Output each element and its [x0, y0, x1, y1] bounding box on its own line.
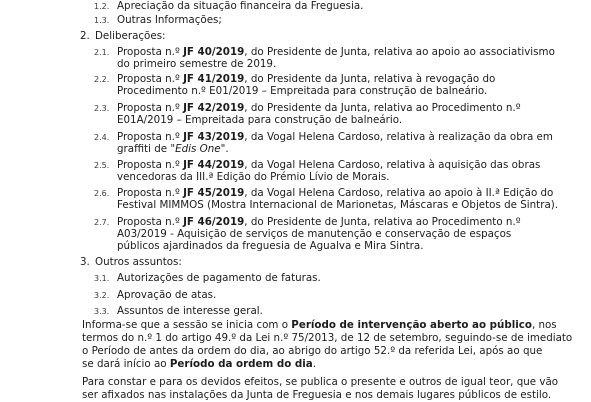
proposal-number: 2.6.: [94, 189, 110, 198]
proposal-code: JF 45/2019: [183, 187, 245, 199]
item-number: 1.3.: [94, 16, 110, 25]
item-text: Assuntos de interesse geral.: [117, 305, 263, 317]
closing-line: se dará início ao Período da ordem do dia.: [82, 358, 317, 370]
item-text: Outras Informações;: [117, 14, 222, 26]
proposal-code: JF 41/2019: [183, 73, 245, 85]
proposal-line: Proposta n.º JF 41/2019, do Presidente da Junta, relativa à revogação do: [117, 73, 496, 85]
item-number: 1.2.: [94, 2, 110, 11]
section-title: Outros assuntos:: [95, 256, 182, 268]
proposal-code: JF 46/2019: [183, 216, 245, 228]
proposal-number: 2.5.: [94, 161, 110, 170]
proposal-line: Proposta n.º JF 43/2019, da Vogal Helena Cardoso, relativa à realização da obra em: [117, 131, 553, 143]
highlight-period-agenda: Período da ordem do dia: [169, 358, 313, 370]
item-text: Aprovação de atas.: [117, 289, 217, 301]
item-text: Autorizações de pagamento de faturas.: [117, 272, 321, 284]
proposal-line: A03/2019 - Aquisição de serviços de manutenção e conservação de espaços: [117, 228, 512, 240]
proposal-code: JF 43/2019: [183, 131, 245, 143]
proposal-number: 2.3.: [94, 104, 110, 113]
proposal-code: JF 44/2019: [183, 159, 245, 171]
proposal-code: JF 40/2019: [183, 46, 245, 58]
proposal-line: do primeiro semestre de 2019.: [117, 58, 277, 70]
section-number: 3.: [80, 256, 90, 268]
proposal-line: vencedoras da III.ª Edição do Prémio Lívio de Morais.: [117, 171, 390, 183]
proposal-number: 2.7.: [94, 218, 110, 227]
proposal-line: públicos ajardinados da freguesia de Agualva e Mira Sintra.: [117, 240, 424, 252]
proposal-line: Proposta n.º JF 45/2019, da Vogal Helena Cardoso, relativa ao apoio à II.ª Edição do: [117, 187, 554, 199]
proposal-line: E01A/2019 – Empreitada para construção de balneário.: [117, 114, 403, 126]
highlight-period-public: Período de intervenção aberto ao público: [291, 319, 532, 331]
proposal-line: Proposta n.º JF 44/2019, da Vogal Helena Cardoso, relativa à aquisição das obras: [117, 159, 541, 171]
proposal-line: Proposta n.º JF 46/2019, do Presidente de Junta, relativa ao Procedimento n.º: [117, 216, 521, 228]
item-text: Apreciação da situação financeira da Freguesia.: [117, 0, 364, 12]
proposal-line: graffiti de "Edis One".: [117, 143, 229, 155]
proposal-line: Proposta n.º JF 40/2019, do Presidente de Junta, relativa ao apoio ao associativismo: [117, 46, 555, 58]
proposal-number: 2.1.: [94, 48, 110, 57]
proposal-line: Proposta n.º JF 42/2019, do Presidente da Junta, relativa ao Procedimento n.º: [117, 102, 521, 114]
closing-line: termos do n.º 1 do artigo 49.º da Lei n.º 75/2013, de 12 de setembro, seguindo-se de imediato: [82, 332, 573, 344]
artwork-name: Edis One: [175, 143, 221, 155]
proposal-number: 2.2.: [94, 75, 110, 84]
item-number: 3.3.: [94, 307, 110, 316]
closing-line: ser afixados nas instalações da Junta de Freguesia e nos demais lugares públicos de estilo.: [82, 389, 552, 401]
proposal-code: JF 42/2019: [183, 102, 245, 114]
proposal-line: Procedimento n.º E01/2019 – Empreitada para construção de balneário.: [117, 85, 488, 97]
closing-line: o Período de antes da ordem do dia, ao abrigo do artigo 52.º da referida Lei, após ao que: [82, 345, 543, 357]
section-number: 2.: [80, 30, 90, 42]
section-title: Deliberações:: [95, 30, 166, 42]
item-number: 3.1.: [94, 274, 110, 283]
closing-line: Informa-se que a sessão se inicia com o Período de intervenção aberto ao público, nos: [82, 319, 557, 331]
proposal-line: Festival MIMMOS (Mostra Internacional de Marionetas, Máscaras e Objetos de Sintra).: [117, 199, 559, 211]
proposal-number: 2.4.: [94, 133, 110, 142]
closing-line: Para constar e para os devidos efeitos, se publica o presente e outros de igual teor, que vão: [82, 376, 559, 388]
item-number: 3.2.: [94, 291, 110, 300]
